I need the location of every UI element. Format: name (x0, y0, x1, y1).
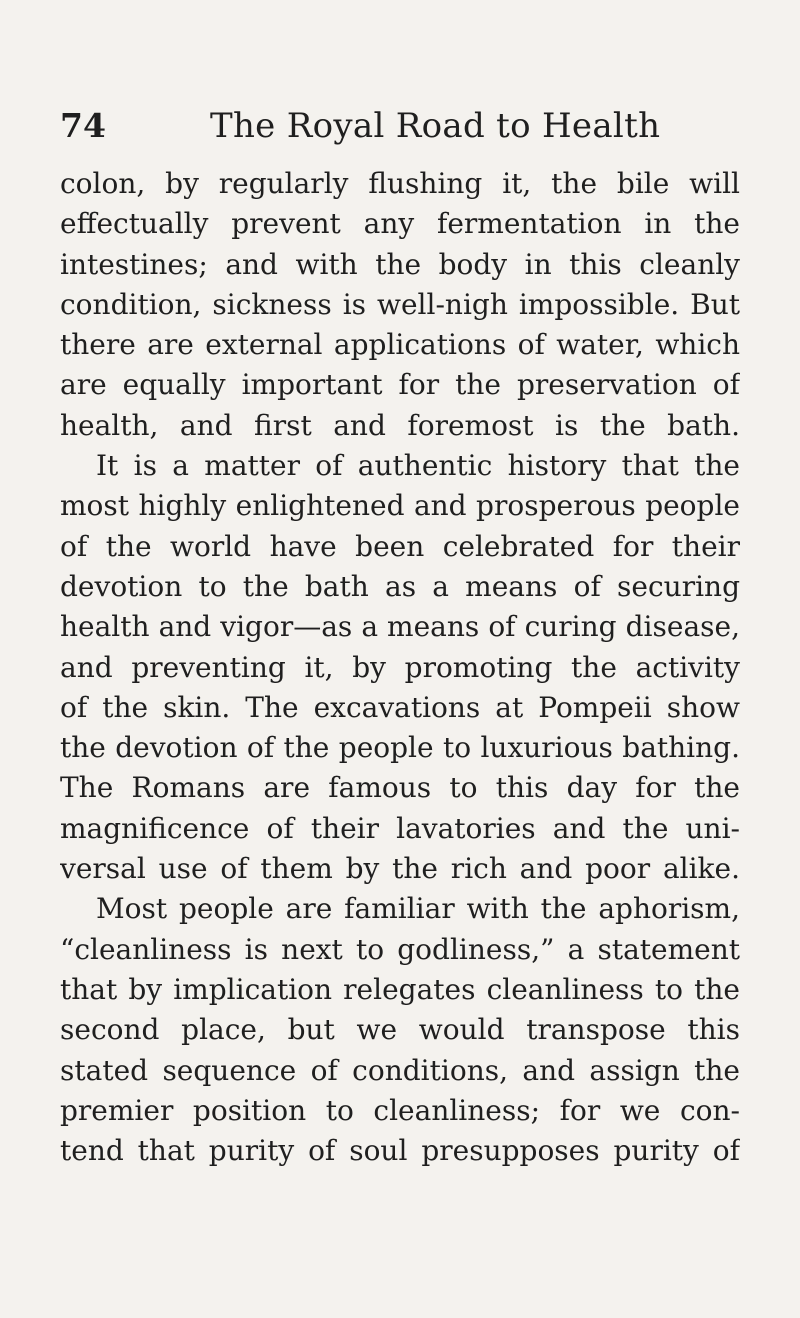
text-line: It is a matter of authentic history that the (96, 449, 740, 483)
text-line: stated sequence of conditions, and assign the (60, 1053, 740, 1087)
text-line: versal use of them by the rich and poor alike. (60, 852, 740, 886)
text-line: tend that purity of soul presupposes purity of (60, 1134, 740, 1168)
text-line: magnificence of their lavatories and the uni- (60, 811, 740, 845)
text-line: “cleanliness is next to godliness,” a statement (60, 932, 740, 966)
text-line: health and vigor—as a means of curing disease, (60, 610, 740, 644)
running-head (60, 104, 740, 148)
text-line: the devotion of the people to luxurious bathing. (60, 731, 740, 765)
text-line: second place, but we would transpose this (60, 1013, 740, 1047)
text-line: that by implication relegates cleanliness to the (60, 972, 740, 1006)
text-line: effectually prevent any fermentation in the (60, 207, 740, 241)
text-line: The Romans are famous to this day for the (60, 771, 740, 805)
text-line: devotion to the bath as a means of securing (60, 569, 740, 603)
text-line: and preventing it, by promoting the activity (60, 650, 740, 684)
body-text (60, 164, 740, 1171)
text-line: of the world have been celebrated for their (60, 529, 740, 563)
text-line: of the skin. The excavations at Pompeii show (60, 690, 740, 724)
text-line: intestines; and with the body in this cleanly (60, 247, 740, 281)
text-line: condition, sickness is well-nigh impossible. But (60, 287, 740, 321)
text-line: there are external applications of water, which (60, 328, 740, 362)
text-line: Most people are familiar with the aphorism, (96, 892, 740, 926)
text-line: are equally important for the preservation of (60, 368, 740, 402)
text-line: colon, by regularly flushing it, the bile will (60, 167, 740, 200)
page-number: 74 (60, 106, 106, 145)
text-line: health, and first and foremost is the bath. (60, 408, 740, 442)
text-line: most highly enlightened and prosperous people (60, 489, 740, 523)
book-title: The Royal Road to Health (210, 106, 661, 146)
text-line: premier position to cleanliness; for we con- (60, 1093, 740, 1127)
